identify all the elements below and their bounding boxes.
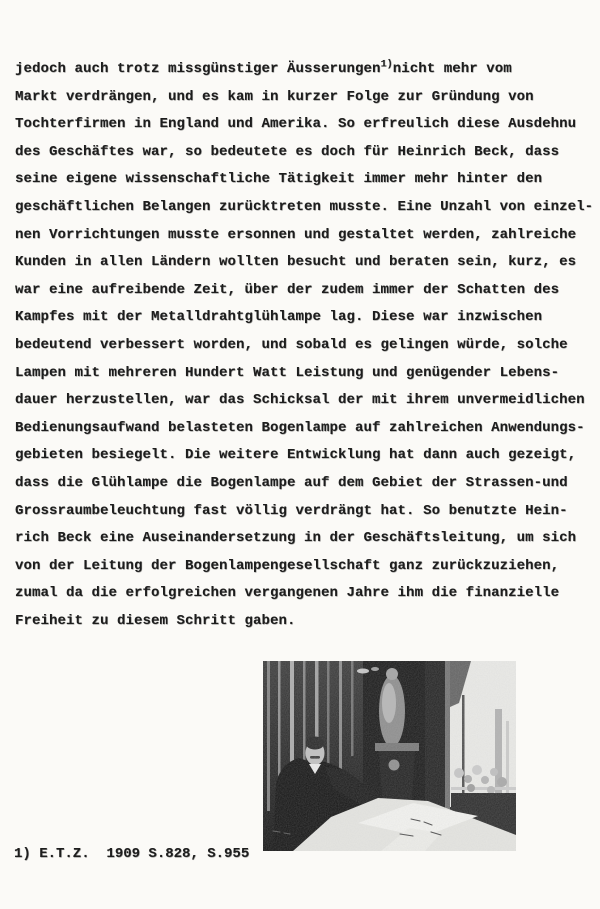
text-line: Lampen mit mehreren Hundert Watt Leistung und genügender Lebens- <box>15 364 560 381</box>
text-line: zumal da die erfolgreichen vergangenen Jahre ihm die finanzielle <box>15 585 560 602</box>
text-line: von der Leitung der Bogenlampengesellschaft ganz zurückzuziehen, <box>15 557 560 574</box>
portrait-photo-heinrich-beck-at-desk <box>263 661 516 851</box>
footnote-reference-marker: 1) <box>380 59 393 71</box>
text-line: Kunden in allen Ländern wollten besucht und beraten sein, kurz, es <box>15 254 577 271</box>
text-line: des Geschäftes war, so bedeutete es doch für Heinrich Beck, dass <box>15 143 560 160</box>
text-line: Freiheit zu diesem Schritt gaben. <box>15 612 296 629</box>
text-line: gebieten besiegelt. Die weitere Entwicklung hat dann auch gezeigt, <box>15 447 577 464</box>
text-line: Bedienungsaufwand belasteten Bogenlampe auf zahlreichen Anwendungs- <box>15 419 585 436</box>
text-segment: jedoch auch trotz missgünstiger Äusserungen <box>15 61 381 77</box>
text-line: dauer herzustellen, war das Schicksal der mit ihrem unvermeidlichen <box>15 392 585 409</box>
text-line: Grossraumbeleuchtung fast völlig verdrängt hat. So benutzte Hein- <box>15 502 568 519</box>
text-line: Kampfes mit der Metalldrahtglühlampe lag. Diese war inzwischen <box>15 309 543 326</box>
text-line <box>15 56 593 84</box>
text-line: rich Beck eine Auseinandersetzung in der Geschäftsleitung, um sich <box>15 530 577 547</box>
typewritten-body <box>15 56 593 635</box>
text-line: nen Vorrichtungen musste ersonnen und gestaltet werden, zahlreiche <box>15 226 577 243</box>
text-line: geschäftlichen Belangen zurücktreten musste. Eine Unzahl von einzel- <box>15 198 594 215</box>
footnote: 1) E.T.Z. 1909 S.828, S.955 <box>14 846 250 862</box>
photo-grain-overlay <box>263 661 516 851</box>
text-segment: nicht mehr vom <box>392 61 512 77</box>
text-line: Tochterfirmen in England und Amerika. So erfreulich diese Ausdehnu <box>15 116 577 133</box>
text-line: war eine aufreibende Zeit, über der zudem immer der Schatten des <box>15 281 560 298</box>
text-line: Markt verdrängen, und es kam in kurzer Folge zur Gründung von <box>15 88 534 105</box>
text-line: dass die Glühlampe die Bogenlampe auf dem Gebiet der Strassen-und <box>15 474 568 491</box>
text-line: seine eigene wissenschaftliche Tätigkeit immer mehr hinter den <box>15 171 543 188</box>
text-line: bedeutend verbessert worden, und sobald es gelingen würde, solche <box>15 336 568 353</box>
